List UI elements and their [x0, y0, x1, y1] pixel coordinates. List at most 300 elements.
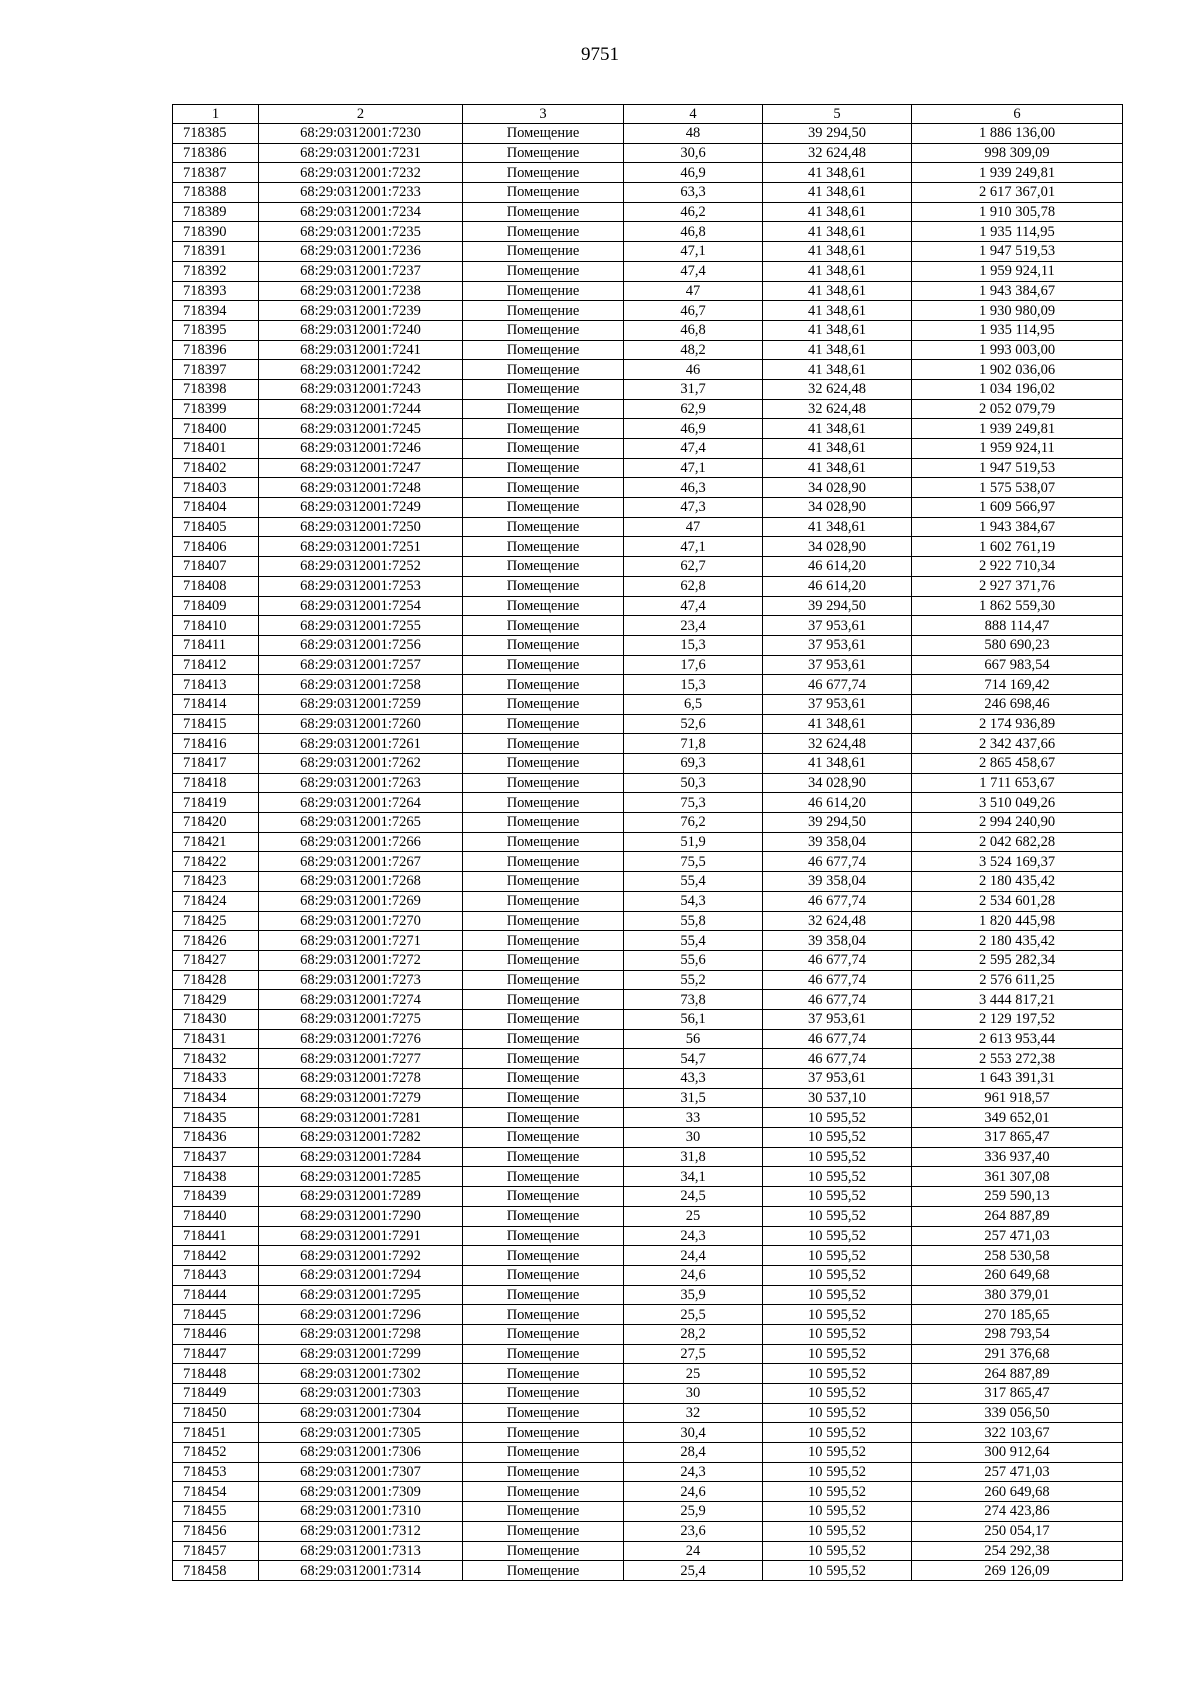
row-number-cell: 718406: [173, 537, 259, 557]
specific-value-cell: 41 348,61: [763, 301, 912, 321]
row-number-cell: 718426: [173, 931, 259, 951]
cadastral-value-cell: 246 698,46: [912, 694, 1123, 714]
row-number-cell: 718440: [173, 1206, 259, 1226]
table-row: [173, 1403, 1123, 1423]
cadastral-number-cell: 68:29:0312001:7242: [259, 360, 463, 380]
cadastral-value-cell: 1 947 519,53: [912, 242, 1123, 262]
area-cell: 51,9: [624, 832, 763, 852]
row-number-cell: 718436: [173, 1128, 259, 1148]
cadastral-value-cell: 2 174 936,89: [912, 714, 1123, 734]
object-type-cell: Помещение: [463, 143, 624, 163]
cadastral-number-cell: 68:29:0312001:7245: [259, 419, 463, 439]
row-number-cell: 718449: [173, 1384, 259, 1404]
specific-value-cell: 30 537,10: [763, 1088, 912, 1108]
row-number-cell: 718444: [173, 1285, 259, 1305]
area-cell: 43,3: [624, 1069, 763, 1089]
row-number-cell: 718418: [173, 773, 259, 793]
area-cell: 55,2: [624, 970, 763, 990]
cadastral-number-cell: 68:29:0312001:7259: [259, 694, 463, 714]
area-cell: 31,7: [624, 379, 763, 399]
cadastral-number-cell: 68:29:0312001:7255: [259, 616, 463, 636]
row-number-cell: 718409: [173, 596, 259, 616]
area-cell: 31,5: [624, 1088, 763, 1108]
column-header: 4: [624, 105, 763, 124]
specific-value-cell: 10 595,52: [763, 1561, 912, 1581]
area-cell: 24: [624, 1541, 763, 1561]
table-row: [173, 1324, 1123, 1344]
specific-value-cell: 10 595,52: [763, 1462, 912, 1482]
area-cell: 28,2: [624, 1324, 763, 1344]
specific-value-cell: 34 028,90: [763, 498, 912, 518]
cadastral-number-cell: 68:29:0312001:7254: [259, 596, 463, 616]
row-number-cell: 718415: [173, 714, 259, 734]
specific-value-cell: 41 348,61: [763, 458, 912, 478]
row-number-cell: 718452: [173, 1443, 259, 1463]
row-number-cell: 718429: [173, 990, 259, 1010]
table-row: [173, 970, 1123, 990]
row-number-cell: 718399: [173, 399, 259, 419]
table-row: [173, 754, 1123, 774]
specific-value-cell: 10 595,52: [763, 1521, 912, 1541]
table-row: [173, 439, 1123, 459]
object-type-cell: Помещение: [463, 1561, 624, 1581]
object-type-cell: Помещение: [463, 360, 624, 380]
row-number-cell: 718416: [173, 734, 259, 754]
cadastral-value-cell: 2 180 435,42: [912, 872, 1123, 892]
cadastral-value-cell: 1 939 249,81: [912, 419, 1123, 439]
area-cell: 46: [624, 360, 763, 380]
object-type-cell: Помещение: [463, 1324, 624, 1344]
cadastral-number-cell: 68:29:0312001:7275: [259, 1009, 463, 1029]
cadastral-value-cell: 1 902 036,06: [912, 360, 1123, 380]
row-number-cell: 718408: [173, 576, 259, 596]
specific-value-cell: 32 624,48: [763, 911, 912, 931]
row-number-cell: 718438: [173, 1167, 259, 1187]
cadastral-number-cell: 68:29:0312001:7307: [259, 1462, 463, 1482]
area-cell: 55,8: [624, 911, 763, 931]
object-type-cell: Помещение: [463, 1187, 624, 1207]
object-type-cell: Помещение: [463, 675, 624, 695]
object-type-cell: Помещение: [463, 1147, 624, 1167]
object-type-cell: Помещение: [463, 478, 624, 498]
area-cell: 62,7: [624, 557, 763, 577]
specific-value-cell: 10 595,52: [763, 1541, 912, 1561]
area-cell: 47,1: [624, 242, 763, 262]
table-row: [173, 1226, 1123, 1246]
row-number-cell: 718439: [173, 1187, 259, 1207]
row-number-cell: 718453: [173, 1462, 259, 1482]
cadastral-number-cell: 68:29:0312001:7282: [259, 1128, 463, 1148]
cadastral-number-cell: 68:29:0312001:7314: [259, 1561, 463, 1581]
object-type-cell: Помещение: [463, 1521, 624, 1541]
area-cell: 33: [624, 1108, 763, 1128]
cadastral-number-cell: 68:29:0312001:7266: [259, 832, 463, 852]
table-body: [173, 124, 1123, 1581]
area-cell: 25,9: [624, 1502, 763, 1522]
table-row: [173, 635, 1123, 655]
area-cell: 24,6: [624, 1482, 763, 1502]
object-type-cell: Помещение: [463, 1088, 624, 1108]
cadastral-number-cell: 68:29:0312001:7251: [259, 537, 463, 557]
specific-value-cell: 10 595,52: [763, 1206, 912, 1226]
row-number-cell: 718420: [173, 813, 259, 833]
object-type-cell: Помещение: [463, 773, 624, 793]
specific-value-cell: 34 028,90: [763, 537, 912, 557]
cadastral-number-cell: 68:29:0312001:7295: [259, 1285, 463, 1305]
cadastral-number-cell: 68:29:0312001:7241: [259, 340, 463, 360]
table-row: [173, 813, 1123, 833]
area-cell: 46,8: [624, 320, 763, 340]
area-cell: 55,4: [624, 931, 763, 951]
object-type-cell: Помещение: [463, 832, 624, 852]
cadastral-value-cell: 2 180 435,42: [912, 931, 1123, 951]
area-cell: 47,4: [624, 439, 763, 459]
object-type-cell: Помещение: [463, 1403, 624, 1423]
row-number-cell: 718447: [173, 1344, 259, 1364]
table-row: [173, 419, 1123, 439]
table-row: [173, 1206, 1123, 1226]
table-row: [173, 281, 1123, 301]
row-number-cell: 718398: [173, 379, 259, 399]
area-cell: 56,1: [624, 1009, 763, 1029]
object-type-cell: Помещение: [463, 1009, 624, 1029]
row-number-cell: 718402: [173, 458, 259, 478]
cadastral-number-cell: 68:29:0312001:7247: [259, 458, 463, 478]
object-type-cell: Помещение: [463, 1384, 624, 1404]
specific-value-cell: 10 595,52: [763, 1384, 912, 1404]
cadastral-value-cell: 264 887,89: [912, 1364, 1123, 1384]
table-row: [173, 1029, 1123, 1049]
object-type-cell: Помещение: [463, 202, 624, 222]
cadastral-number-cell: 68:29:0312001:7269: [259, 891, 463, 911]
row-number-cell: 718457: [173, 1541, 259, 1561]
table-row: [173, 1069, 1123, 1089]
row-number-cell: 718428: [173, 970, 259, 990]
area-cell: 34,1: [624, 1167, 763, 1187]
object-type-cell: Помещение: [463, 163, 624, 183]
cadastral-number-cell: 68:29:0312001:7230: [259, 124, 463, 144]
row-number-cell: 718442: [173, 1246, 259, 1266]
table-row: [173, 478, 1123, 498]
table-row: [173, 242, 1123, 262]
cadastral-value-cell: 714 169,42: [912, 675, 1123, 695]
specific-value-cell: 10 595,52: [763, 1285, 912, 1305]
area-cell: 54,3: [624, 891, 763, 911]
row-number-cell: 718397: [173, 360, 259, 380]
cadastral-number-cell: 68:29:0312001:7309: [259, 1482, 463, 1502]
specific-value-cell: 41 348,61: [763, 340, 912, 360]
cadastral-value-cell: 1 602 761,19: [912, 537, 1123, 557]
row-number-cell: 718400: [173, 419, 259, 439]
cadastral-value-cell: 264 887,89: [912, 1206, 1123, 1226]
table-row: [173, 399, 1123, 419]
cadastral-number-cell: 68:29:0312001:7261: [259, 734, 463, 754]
row-number-cell: 718395: [173, 320, 259, 340]
area-cell: 75,5: [624, 852, 763, 872]
specific-value-cell: 39 358,04: [763, 832, 912, 852]
cadastral-value-cell: 998 309,09: [912, 143, 1123, 163]
specific-value-cell: 10 595,52: [763, 1226, 912, 1246]
cadastral-number-cell: 68:29:0312001:7285: [259, 1167, 463, 1187]
object-type-cell: Помещение: [463, 1443, 624, 1463]
object-type-cell: Помещение: [463, 557, 624, 577]
row-number-cell: 718446: [173, 1324, 259, 1344]
cadastral-value-cell: 1 034 196,02: [912, 379, 1123, 399]
specific-value-cell: 10 595,52: [763, 1423, 912, 1443]
area-cell: 47,1: [624, 458, 763, 478]
area-cell: 31,8: [624, 1147, 763, 1167]
cadastral-number-cell: 68:29:0312001:7276: [259, 1029, 463, 1049]
table-row: [173, 1009, 1123, 1029]
table-row: [173, 202, 1123, 222]
area-cell: 63,3: [624, 183, 763, 203]
area-cell: 6,5: [624, 694, 763, 714]
area-cell: 30,4: [624, 1423, 763, 1443]
row-number-cell: 718386: [173, 143, 259, 163]
specific-value-cell: 46 677,74: [763, 970, 912, 990]
area-cell: 35,9: [624, 1285, 763, 1305]
specific-value-cell: 46 614,20: [763, 793, 912, 813]
object-type-cell: Помещение: [463, 576, 624, 596]
table-row: [173, 714, 1123, 734]
specific-value-cell: 39 358,04: [763, 931, 912, 951]
row-number-cell: 718414: [173, 694, 259, 714]
table-row: [173, 340, 1123, 360]
cadastral-value-cell: 1 943 384,67: [912, 281, 1123, 301]
specific-value-cell: 41 348,61: [763, 183, 912, 203]
row-number-cell: 718425: [173, 911, 259, 931]
specific-value-cell: 10 595,52: [763, 1167, 912, 1187]
row-number-cell: 718432: [173, 1049, 259, 1069]
cadastral-value-cell: 1 935 114,95: [912, 320, 1123, 340]
row-number-cell: 718405: [173, 517, 259, 537]
cadastral-number-cell: 68:29:0312001:7267: [259, 852, 463, 872]
cadastral-number-cell: 68:29:0312001:7310: [259, 1502, 463, 1522]
object-type-cell: Помещение: [463, 1285, 624, 1305]
row-number-cell: 718448: [173, 1364, 259, 1384]
cadastral-value-cell: 2 534 601,28: [912, 891, 1123, 911]
specific-value-cell: 10 595,52: [763, 1364, 912, 1384]
area-cell: 32: [624, 1403, 763, 1423]
cadastral-number-cell: 68:29:0312001:7243: [259, 379, 463, 399]
cadastral-value-cell: 3 510 049,26: [912, 793, 1123, 813]
specific-value-cell: 37 953,61: [763, 694, 912, 714]
specific-value-cell: 37 953,61: [763, 1009, 912, 1029]
table-row: [173, 1423, 1123, 1443]
object-type-cell: Помещение: [463, 911, 624, 931]
row-number-cell: 718388: [173, 183, 259, 203]
table-row: [173, 655, 1123, 675]
cadastral-value-cell: 274 423,86: [912, 1502, 1123, 1522]
cadastral-value-cell: 888 114,47: [912, 616, 1123, 636]
object-type-cell: Помещение: [463, 931, 624, 951]
object-type-cell: Помещение: [463, 1108, 624, 1128]
cadastral-value-cell: 259 590,13: [912, 1187, 1123, 1207]
area-cell: 48,2: [624, 340, 763, 360]
specific-value-cell: 34 028,90: [763, 773, 912, 793]
area-cell: 69,3: [624, 754, 763, 774]
cadastral-value-cell: 1 993 003,00: [912, 340, 1123, 360]
row-number-cell: 718392: [173, 261, 259, 281]
cadastral-number-cell: 68:29:0312001:7258: [259, 675, 463, 695]
table-row: [173, 1521, 1123, 1541]
cadastral-value-cell: 361 307,08: [912, 1167, 1123, 1187]
cadastral-value-cell: 1 643 391,31: [912, 1069, 1123, 1089]
table-row: [173, 1541, 1123, 1561]
cadastral-number-cell: 68:29:0312001:7270: [259, 911, 463, 931]
page-number: 9751: [581, 44, 619, 65]
cadastral-number-cell: 68:29:0312001:7277: [259, 1049, 463, 1069]
row-number-cell: 718387: [173, 163, 259, 183]
cadastral-number-cell: 68:29:0312001:7271: [259, 931, 463, 951]
table-row: [173, 143, 1123, 163]
row-number-cell: 718450: [173, 1403, 259, 1423]
cadastral-value-cell: 667 983,54: [912, 655, 1123, 675]
cadastral-number-cell: 68:29:0312001:7291: [259, 1226, 463, 1246]
object-type-cell: Помещение: [463, 320, 624, 340]
area-cell: 76,2: [624, 813, 763, 833]
table-row: [173, 1246, 1123, 1266]
cadastral-number-cell: 68:29:0312001:7302: [259, 1364, 463, 1384]
object-type-cell: Помещение: [463, 970, 624, 990]
table-row: [173, 517, 1123, 537]
cadastral-value-cell: 300 912,64: [912, 1443, 1123, 1463]
specific-value-cell: 10 595,52: [763, 1128, 912, 1148]
row-number-cell: 718430: [173, 1009, 259, 1029]
specific-value-cell: 10 595,52: [763, 1324, 912, 1344]
table-row: [173, 675, 1123, 695]
cadastral-value-cell: 1 711 653,67: [912, 773, 1123, 793]
specific-value-cell: 39 294,50: [763, 124, 912, 144]
area-cell: 15,3: [624, 635, 763, 655]
cadastral-number-cell: 68:29:0312001:7249: [259, 498, 463, 518]
cadastral-value-cell: 2 052 079,79: [912, 399, 1123, 419]
area-cell: 46,9: [624, 419, 763, 439]
cadastral-value-cell: 2 994 240,90: [912, 813, 1123, 833]
row-number-cell: 718407: [173, 557, 259, 577]
specific-value-cell: 10 595,52: [763, 1443, 912, 1463]
cadastral-value-cell: 2 927 371,76: [912, 576, 1123, 596]
cadastral-value-cell: 2 865 458,67: [912, 754, 1123, 774]
row-number-cell: 718424: [173, 891, 259, 911]
specific-value-cell: 32 624,48: [763, 734, 912, 754]
column-header: 1: [173, 105, 259, 124]
object-type-cell: Помещение: [463, 694, 624, 714]
cadastral-value-cell: 317 865,47: [912, 1128, 1123, 1148]
cadastral-value-cell: 1 930 980,09: [912, 301, 1123, 321]
specific-value-cell: 41 348,61: [763, 261, 912, 281]
cadastral-number-cell: 68:29:0312001:7290: [259, 1206, 463, 1226]
object-type-cell: Помещение: [463, 891, 624, 911]
area-cell: 46,9: [624, 163, 763, 183]
area-cell: 30: [624, 1384, 763, 1404]
table-row: [173, 616, 1123, 636]
object-type-cell: Помещение: [463, 1167, 624, 1187]
table-row: [173, 183, 1123, 203]
object-type-cell: Помещение: [463, 1049, 624, 1069]
cadastral-number-cell: 68:29:0312001:7313: [259, 1541, 463, 1561]
specific-value-cell: 41 348,61: [763, 202, 912, 222]
area-cell: 71,8: [624, 734, 763, 754]
cadastral-value-cell: 254 292,38: [912, 1541, 1123, 1561]
cadastral-number-cell: 68:29:0312001:7256: [259, 635, 463, 655]
cadastral-number-cell: 68:29:0312001:7252: [259, 557, 463, 577]
table-row: [173, 301, 1123, 321]
object-type-cell: Помещение: [463, 1265, 624, 1285]
table-row: [173, 694, 1123, 714]
cadastral-value-cell: 2 613 953,44: [912, 1029, 1123, 1049]
area-cell: 24,6: [624, 1265, 763, 1285]
cadastral-value-cell: 1 947 519,53: [912, 458, 1123, 478]
specific-value-cell: 41 348,61: [763, 419, 912, 439]
row-number-cell: 718396: [173, 340, 259, 360]
object-type-cell: Помещение: [463, 1069, 624, 1089]
row-number-cell: 718403: [173, 478, 259, 498]
area-cell: 73,8: [624, 990, 763, 1010]
area-cell: 24,4: [624, 1246, 763, 1266]
row-number-cell: 718431: [173, 1029, 259, 1049]
area-cell: 62,9: [624, 399, 763, 419]
cadastral-number-cell: 68:29:0312001:7268: [259, 872, 463, 892]
object-type-cell: Помещение: [463, 793, 624, 813]
area-cell: 23,4: [624, 616, 763, 636]
cadastral-value-cell: 258 530,58: [912, 1246, 1123, 1266]
specific-value-cell: 41 348,61: [763, 320, 912, 340]
table-row: [173, 1443, 1123, 1463]
area-cell: 25,5: [624, 1305, 763, 1325]
cadastral-number-cell: 68:29:0312001:7289: [259, 1187, 463, 1207]
table-row: [173, 872, 1123, 892]
specific-value-cell: 46 677,74: [763, 1049, 912, 1069]
row-number-cell: 718437: [173, 1147, 259, 1167]
row-number-cell: 718434: [173, 1088, 259, 1108]
table-row: [173, 1344, 1123, 1364]
object-type-cell: Помещение: [463, 872, 624, 892]
object-type-cell: Помещение: [463, 1344, 624, 1364]
table-row: [173, 124, 1123, 144]
cadastral-number-cell: 68:29:0312001:7238: [259, 281, 463, 301]
specific-value-cell: 41 348,61: [763, 754, 912, 774]
cadastral-number-cell: 68:29:0312001:7264: [259, 793, 463, 813]
table-row: [173, 1088, 1123, 1108]
column-header: 6: [912, 105, 1123, 124]
specific-value-cell: 10 595,52: [763, 1265, 912, 1285]
row-number-cell: 718390: [173, 222, 259, 242]
cadastral-value-cell: 339 056,50: [912, 1403, 1123, 1423]
cadastral-value-cell: 260 649,68: [912, 1482, 1123, 1502]
specific-value-cell: 46 677,74: [763, 950, 912, 970]
row-number-cell: 718458: [173, 1561, 259, 1581]
cadastral-number-cell: 68:29:0312001:7294: [259, 1265, 463, 1285]
cadastral-value-cell: 2 342 437,66: [912, 734, 1123, 754]
cadastral-number-cell: 68:29:0312001:7253: [259, 576, 463, 596]
area-cell: 30,6: [624, 143, 763, 163]
area-cell: 23,6: [624, 1521, 763, 1541]
table-row: [173, 1167, 1123, 1187]
row-number-cell: 718417: [173, 754, 259, 774]
specific-value-cell: 41 348,61: [763, 439, 912, 459]
specific-value-cell: 10 595,52: [763, 1344, 912, 1364]
row-number-cell: 718423: [173, 872, 259, 892]
cadastral-number-cell: 68:29:0312001:7305: [259, 1423, 463, 1443]
row-number-cell: 718421: [173, 832, 259, 852]
area-cell: 24,3: [624, 1462, 763, 1482]
table-row: [173, 1482, 1123, 1502]
cadastral-number-cell: 68:29:0312001:7231: [259, 143, 463, 163]
row-number-cell: 718391: [173, 242, 259, 262]
specific-value-cell: 34 028,90: [763, 478, 912, 498]
specific-value-cell: 41 348,61: [763, 281, 912, 301]
